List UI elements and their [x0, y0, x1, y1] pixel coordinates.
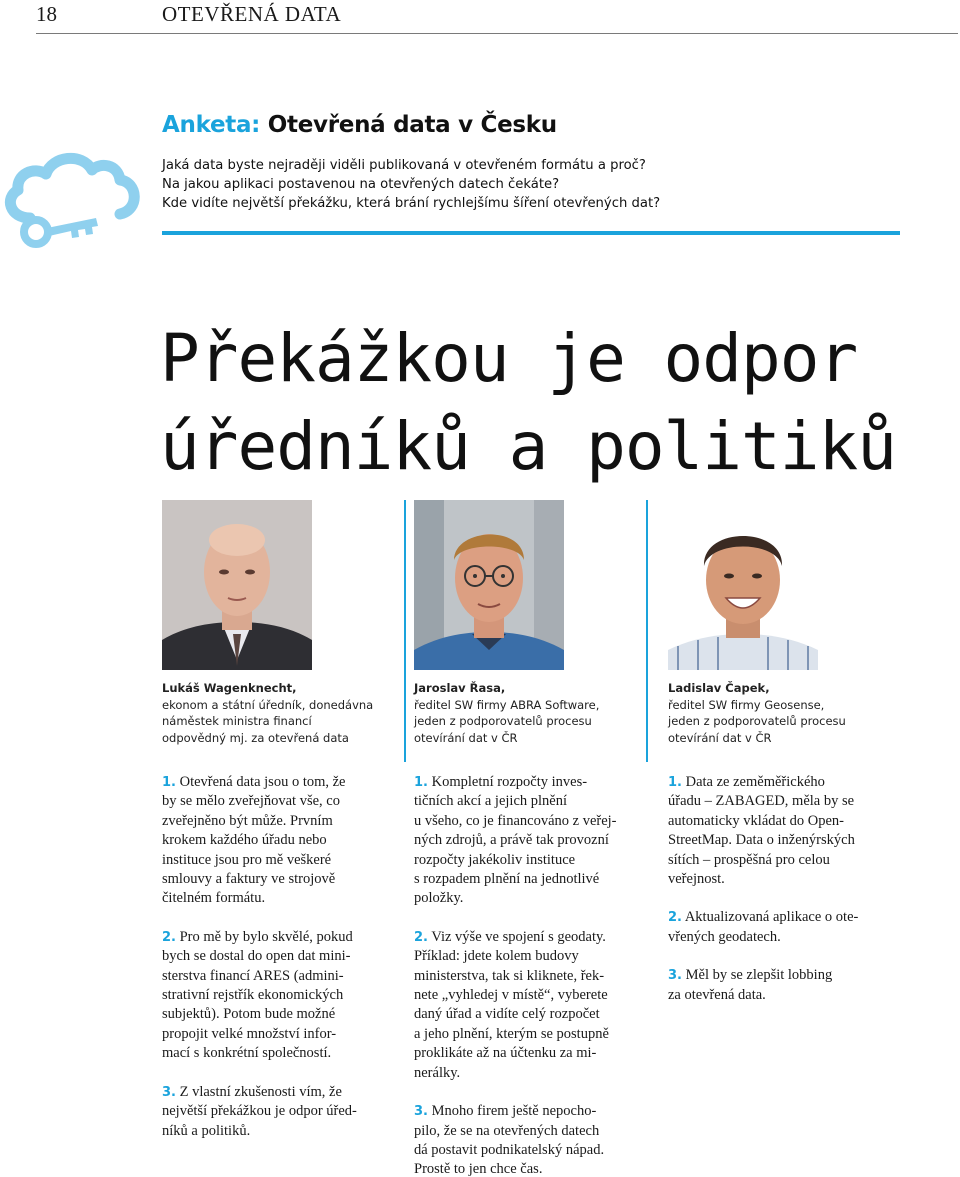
answer-text: Z vlastní zkušenosti vím, že: [179, 1083, 342, 1100]
answer-text: ných zdrojů, a právě tak provozní: [414, 832, 609, 849]
person-role: jeden z podporovatelů procesu: [668, 714, 846, 728]
person-caption: [414, 680, 644, 746]
answer-text: největší překážkou je odpor úřed-: [162, 1103, 357, 1120]
answer-block: [162, 1083, 392, 1141]
answer-text: Kompletní rozpočty inves-: [431, 774, 588, 790]
answer-number: 2.: [414, 929, 428, 945]
answer-text: úřadu – ZABAGED, měla by se: [668, 793, 855, 810]
answer-block: [668, 966, 898, 1005]
answer-text: níků a politiků.: [162, 1122, 251, 1139]
person-role: ředitel SW firmy Geosense,: [668, 697, 825, 712]
answer-text: a jeho plnění, kterým se postupně: [414, 1025, 609, 1042]
answer-block: [414, 1102, 644, 1177]
answer-text: Příklad: jdete kolem budovy: [414, 948, 579, 965]
answer-text: zveřejněno být může. Prvním: [162, 812, 333, 829]
headline-line: úředníků a politiků: [160, 408, 896, 485]
answer-text: veřejnost.: [668, 871, 725, 888]
answers-column: [668, 773, 898, 1024]
answer-text: ministerstva, tak si kliknete, řek-: [414, 967, 605, 984]
answer-text: instituce jsou pro mě veškeré: [162, 851, 332, 868]
answer-text: tičních akcí a jejich plnění: [414, 793, 567, 810]
page-header: [0, 0, 960, 34]
portrait-ladislav-capek: [668, 500, 818, 670]
page-number: 18: [36, 2, 57, 26]
header-rule: [36, 33, 958, 34]
survey-heading: [162, 112, 557, 138]
answer-text: Pro mě by bylo skvělé, pokud: [179, 928, 353, 945]
person-role: náměstek ministra financí: [162, 714, 312, 728]
answer-number: 1.: [162, 775, 176, 790]
answers-column: [414, 773, 644, 1177]
survey-question: Jaká data byste nejraději viděli publikovaná v otevřeném formátu a proč?: [162, 158, 646, 173]
answer-text: s rozpadem plnění na jednotlivé: [414, 871, 600, 888]
answer-text: by se mělo zveřejňovat vše, co: [162, 793, 340, 810]
answer-text: čitelném formátu.: [162, 890, 266, 907]
answer-text: Mnoho firem ještě nepocho-: [431, 1103, 597, 1120]
answer-text: Prostě to jen chce čas.: [414, 1161, 543, 1177]
answer-number: 1.: [414, 775, 428, 790]
column-divider: [646, 500, 648, 762]
person-name: Ladislav Čapek,: [668, 681, 770, 695]
answer-block: [414, 928, 644, 1083]
person-role: odpovědný mj. za otevřená data: [162, 730, 349, 745]
running-title: OTEVŘENÁ DATA: [162, 2, 342, 26]
survey-subject: Otevřená data v Česku: [267, 112, 557, 138]
person-role: otevírání dat v ČR: [414, 730, 518, 745]
person-role: otevírání dat v ČR: [668, 730, 772, 745]
answer-text: StreetMap. Data o inženýrských: [668, 832, 855, 849]
answer-number: 3.: [162, 1084, 176, 1100]
answers-column: [162, 773, 392, 1160]
answer-block: [414, 773, 644, 909]
answer-text: automaticky vkládat do Open-: [668, 812, 844, 829]
section-rule: [162, 231, 900, 235]
answer-block: [668, 773, 898, 889]
answer-text: vřených geodatech.: [668, 928, 781, 945]
person-role: ředitel SW firmy ABRA Software,: [414, 697, 600, 712]
answer-text: za otevřená data.: [668, 986, 766, 1003]
answer-block: [162, 773, 392, 909]
answer-text: sterstva financí ARES (admini-: [162, 967, 344, 984]
cloud-key-icon: [0, 150, 150, 265]
answer-text: propojit velké množství infor-: [162, 1025, 337, 1042]
survey-question: Na jakou aplikaci postavenou na otevřených datech čekáte?: [162, 177, 560, 192]
answer-text: nerálky.: [414, 1064, 461, 1081]
person-name: Lukáš Wagenknecht,: [162, 681, 297, 695]
answer-number: 3.: [414, 1104, 428, 1120]
answer-text: rozpočty jakékoliv instituce: [414, 851, 576, 868]
answer-number: 2.: [668, 910, 682, 926]
answer-number: 1.: [668, 775, 682, 790]
answer-number: 3.: [668, 968, 682, 984]
person-role: jeden z podporovatelů procesu: [414, 714, 592, 728]
answer-text: dá postavit podnikatelský nápad.: [414, 1141, 605, 1158]
column-divider: [404, 500, 406, 762]
headline-line: Překážkou je odpor: [160, 320, 858, 397]
answer-text: bych se dostal do open dat mini-: [162, 948, 351, 965]
answer-text: proklikáte až na účtenku za mi-: [414, 1045, 597, 1062]
person-caption: [668, 680, 898, 746]
survey-questions: [162, 156, 660, 213]
answer-block: [668, 908, 898, 947]
answer-text: pilo, že se na otevřených datech: [414, 1122, 600, 1139]
answer-block: [162, 928, 392, 1064]
survey-label: Anketa:: [162, 112, 261, 138]
answer-text: sítích – prospěšná pro celou: [668, 851, 830, 868]
answer-text: u všeho, co je financováno z veřej-: [414, 812, 617, 829]
answer-text: Data ze zeměměřického: [685, 774, 825, 790]
article-headline: [160, 315, 896, 491]
answer-text: smlouvy a faktury ve strojově: [162, 871, 336, 888]
answer-text: Aktualizovaná aplikace o ote-: [684, 909, 859, 926]
answer-text: strativní rejstřík ekonomických: [162, 987, 344, 1004]
survey-question: Kde vidíte největší překážku, která brání rychlejšímu šíření otevřených dat?: [162, 196, 661, 211]
answer-number: 2.: [162, 929, 176, 945]
portrait-lukas-wagenknecht: [162, 500, 312, 670]
answer-text: nete „vyhledej v místě“, vyberete: [414, 987, 608, 1004]
answer-text: položky.: [414, 890, 464, 907]
answer-text: Viz výše ve spojení s geodaty.: [431, 928, 606, 945]
answer-text: Měl by se zlepšit lobbing: [685, 967, 833, 984]
answer-text: Otevřená data jsou o tom, že: [179, 774, 346, 790]
person-name: Jaroslav Řasa,: [414, 681, 506, 695]
person-caption: [162, 680, 392, 746]
answer-text: daný úřad a vidíte celý rozpočet: [414, 1006, 600, 1023]
person-role: ekonom a státní úředník, donedávna: [162, 697, 374, 712]
portrait-jaroslav-rasa: [414, 500, 564, 670]
answer-text: mací s konkrétní společností.: [162, 1045, 332, 1062]
answer-text: subjektů). Potom bude možné: [162, 1006, 336, 1023]
answer-text: krokem každého úřadu nebo: [162, 832, 327, 849]
